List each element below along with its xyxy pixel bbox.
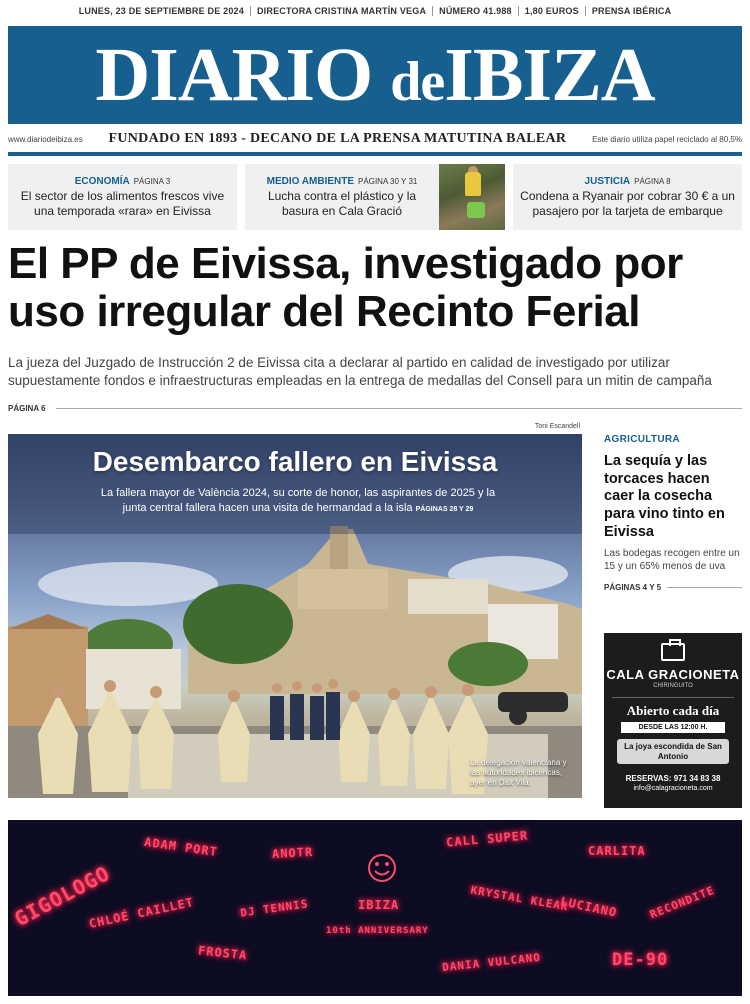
paper-note: Este diario utiliza papel reciclado al 80,5% [592,134,742,144]
photo-page-ref: PÁGINAS 28 Y 29 [415,505,474,513]
ad-name: CALA GRACIONETA [606,667,740,682]
teaser-section: MEDIO AMBIENTE [266,176,355,188]
artist-name: DANIA VULCANO [441,950,542,975]
side-page-ref: PÁGINAS 4 Y 5 [604,583,742,592]
ad-tag: CHIRINGUITO [653,683,693,689]
artist-name: CHLOÉ CAILLET [87,895,196,931]
teaser-justicia[interactable] [513,164,742,230]
teaser-photo [439,164,505,230]
teaser-section: JUSTICIA [584,176,631,188]
ad-tagline: La joya escondida de San Antonio [617,739,729,764]
event-banner-ad[interactable] [8,820,742,996]
teaser-text: Condena a Ryanair por cobrar 30 € a un pasajero por la tarjeta de embarque [520,189,735,218]
artist-name: IBIZA [358,898,400,912]
website-url[interactable]: www.diariodeibiza.es [8,134,83,144]
price: 1,80 EUROS [519,6,586,16]
side-headline: La sequía y las torcaces hacen caer la cosecha para vino tinto en Eivissa [604,453,725,540]
masthead-subline [8,128,742,150]
ad-reservations: RESERVAS: 971 34 83 38 [625,774,721,784]
artist-name: RECONDITE [648,883,717,922]
teaser-page: PÁGINA 8 [634,177,671,187]
lead-deck: La jueza del Juzgado de Instrucción 2 de Eivissa cita a declarar al partido en calidad de investigado por utilizar supuestamente fondos e infraestructuras empleadas en la entrega de medallas del Consell para un mitin de campaña [8,355,712,389]
side-subhead: Las bodegas recogen entre un 15 y un 65% menos de uva [604,548,740,573]
main-photo[interactable] [8,434,582,798]
artist-name: GIGOLOGO [10,860,114,932]
photo-credit: Toni Escandell [534,423,580,430]
ad-email[interactable]: info@calagracioneta.com [633,785,713,793]
teaser-medio-ambiente[interactable] [245,164,505,230]
director: DIRECTORA CRISTINA MARTÍN VEGA [251,6,433,16]
teaser-row [8,164,742,230]
restaurant-logo-icon [661,643,685,661]
teaser-page: PÁGINA 30 Y 31 [358,177,418,187]
masthead[interactable] [8,26,742,124]
teaser-text: Lucha contra el plástico y la basura en Cala Gració [267,189,417,218]
artist-name: 10th ANNIVERSARY [326,926,429,936]
side-section: AGRICULTURA [604,434,680,445]
teaser-economia[interactable] [8,164,237,230]
photo-caption: La delegación valenciana y las autoridades ibicencas, ayer en Dalt Vila. [470,758,567,787]
teaser-page: PÁGINA 3 [133,177,171,187]
artist-name: DJ TENNIS [239,897,310,920]
photo-subtitle: La fallera mayor de València 2024, su corte de honor, las aspirantes de 2025 y la junta central fallera hacen una visita de hermandad a la isla PÁGINAS 28 Y 29 [100,487,496,514]
artist-name: ADAM PORT [143,834,219,860]
teaser-section: ECONOMÍA [74,176,130,188]
founded-tagline: FUNDADO EN 1893 - DECANO DE LA PRENSA MATUTINA BALEAR [108,131,567,146]
artist-name: CARLITA [588,844,646,858]
smiley-logo-icon [362,848,402,888]
lead-page-ref: PÁGINA 6 [8,404,742,413]
artist-name: LUCIANO [559,894,619,920]
top-info-bar [0,6,750,16]
artist-name: FROSTA [197,943,248,963]
advert-cala-gracioneta[interactable] [604,633,742,808]
side-story[interactable] [604,434,742,592]
issue-number: NÚMERO 41.988 [433,6,519,16]
newspaper-title: DIARIO deIBIZA [95,33,655,117]
ad-hours: DESDE LAS 12:00 H. [621,722,725,733]
ad-open: Abierto cada día [612,697,734,719]
masthead-rule [8,152,742,156]
teaser-text: El sector de los alimentos frescos vive una temporada «rara» en Eivissa [20,189,225,218]
photo-headline: Desembarco fallero en Eivissa [92,446,498,477]
publisher-group: PRENSA IBÉRICA [591,6,672,16]
artist-name: ANOTR [271,844,314,862]
issue-date: LUNES, 23 DE SEPTIEMBRE DE 2024 [73,6,251,16]
lead-headline[interactable]: El PP de Eivissa, investigado por uso irregular del Recinto Ferial [8,239,683,336]
artist-name: CALL SUPER [445,828,529,850]
artist-name: KRYSTAL KLEAR [469,883,570,914]
artist-name: DE-90 [612,950,669,970]
